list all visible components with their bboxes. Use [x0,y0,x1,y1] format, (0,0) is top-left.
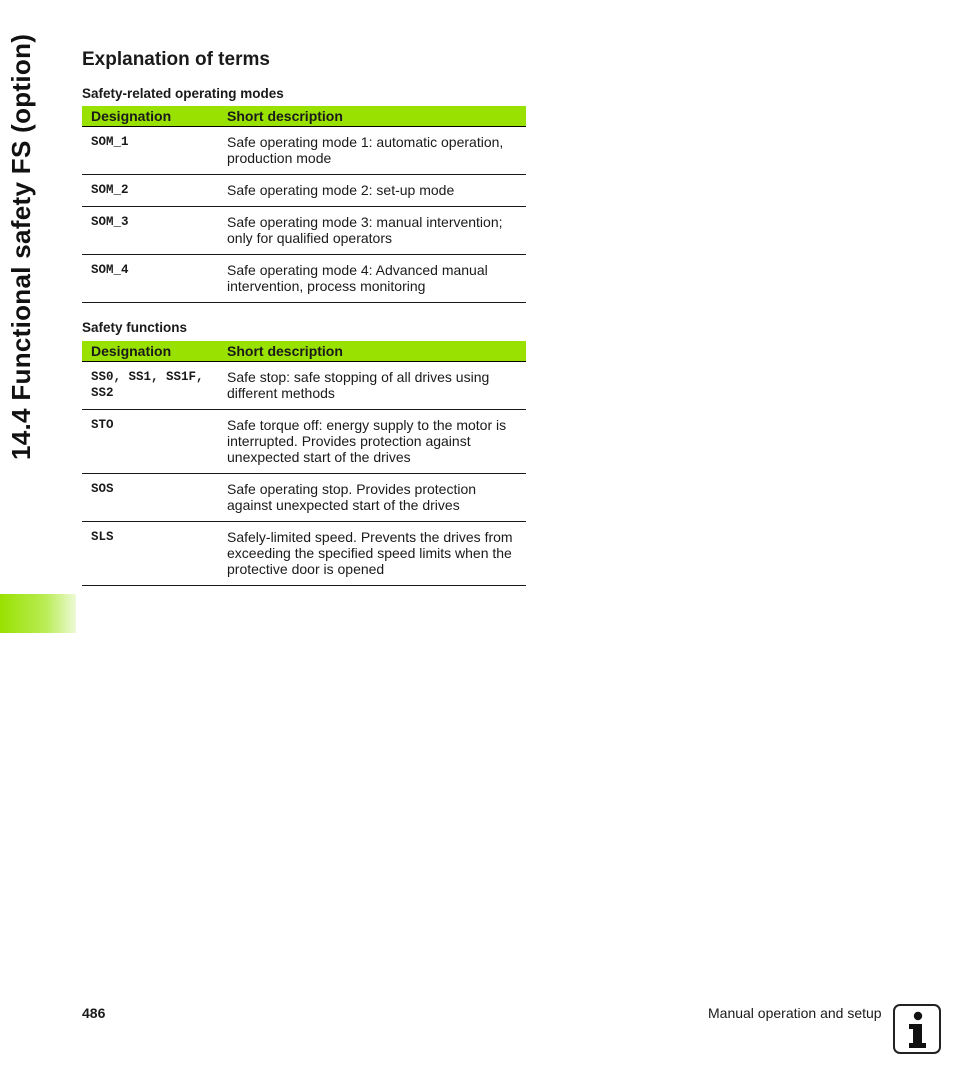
table-row [82,474,526,522]
description-cell: Safe operating stop. Provides protection against unexpected start of the drives [227,474,526,522]
designation-cell: SOM_2 [82,175,227,207]
section-title-safety-functions: Safety functions [82,320,188,335]
table-row [82,522,526,586]
column-header-short-description: Short description [227,341,526,362]
column-header-short-description: Short description [227,106,526,127]
column-header-designation: Designation [82,106,227,127]
designation-cell: SOM_3 [82,207,227,255]
table-row [82,127,526,175]
designation-cell: SS0, SS1, SS1F, SS2 [82,362,227,410]
footer-chapter-title: Manual operation and setup [708,1005,882,1021]
description-cell: Safely-limited speed. Prevents the drives from exceeding the specified speed limits when the protective door is opened [227,522,526,586]
table-header-row [82,106,526,127]
chapter-side-title: 14.4 Functional safety FS (option) [6,33,36,460]
designation-cell: SOS [82,474,227,522]
table-header-row [82,341,526,362]
table-row [82,175,526,207]
description-cell: Safe operating mode 4: Advanced manual intervention, process monitoring [227,255,526,303]
table-row [82,362,526,410]
description-cell: Safe operating mode 2: set-up mode [227,175,526,207]
description-cell: Safe stop: safe stopping of all drives using different methods [227,362,526,410]
chapter-tab-marker [0,594,76,633]
page-number: 486 [82,1005,106,1021]
column-header-designation: Designation [82,341,227,362]
page-content [82,48,526,586]
designation-cell: SOM_1 [82,127,227,175]
section-title-operating-modes: Safety-related operating modes [82,86,284,101]
designation-cell: STO [82,410,227,474]
designation-cell: SLS [82,522,227,586]
description-cell: Safe operating mode 3: manual intervention; only for qualified operators [227,207,526,255]
info-icon [893,1004,941,1054]
table-row [82,207,526,255]
page-heading: Explanation of terms [82,49,270,70]
description-cell: Safe operating mode 1: automatic operation, production mode [227,127,526,175]
safety-functions-table [82,341,526,586]
designation-cell: SOM_4 [82,255,227,303]
table-row [82,410,526,474]
operating-modes-table [82,106,526,303]
description-cell: Safe torque off: energy supply to the motor is interrupted. Provides protection against unexpected start of the drives [227,410,526,474]
table-row [82,255,526,303]
